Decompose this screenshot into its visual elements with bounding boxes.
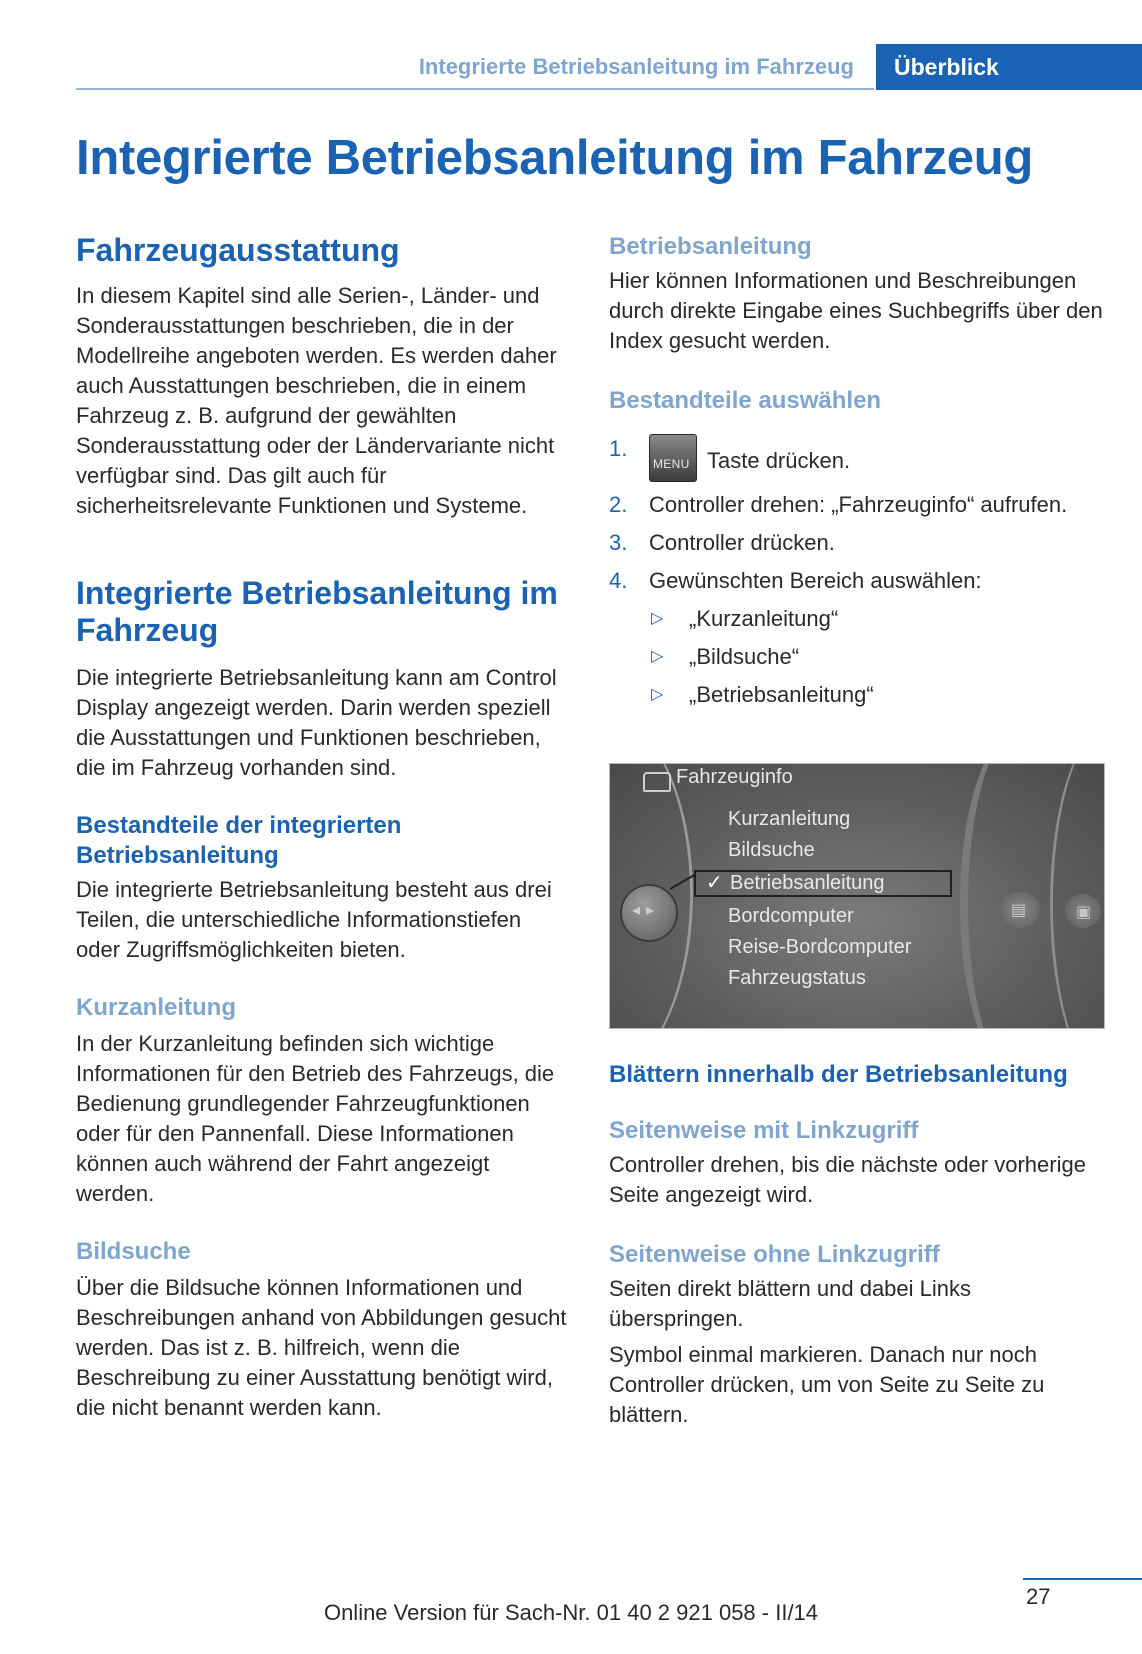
section-text-integrierte: Die integrierte Betriebsanleitung kann am Control Display angezeigt werden. Darin werden speziell die Ausstattungen und Funktionen beschrieben, die im Fahrzeug vorhanden sind. xyxy=(76,665,557,780)
menu-button-label: MENU xyxy=(653,457,690,471)
header-rule xyxy=(76,88,874,90)
page-number: 27 xyxy=(1026,1584,1051,1609)
sub-option-text: „Betriebsanleitung“ xyxy=(689,682,874,707)
section-text-betriebsanleitung: Hier können Informationen und Beschreibungen durch direkte Eingabe eines Suchbegriffs über den Index gesucht werden. xyxy=(609,268,1103,353)
section-heading-bestandteile-auswaehlen: Bestandteile auswählen xyxy=(609,387,882,414)
sub-option-text: „Kurzanleitung“ xyxy=(689,606,839,631)
section-heading-betriebsanleitung: Betriebsanleitung xyxy=(609,233,812,260)
car-icon xyxy=(643,772,671,792)
section-text-mit-linkzugriff: Controller drehen, bis die nächste oder vorherige Seite angezeigt wird. xyxy=(609,1152,1086,1207)
display-title: Fahrzeuginfo xyxy=(676,766,793,788)
footer-rule xyxy=(1023,1578,1142,1580)
section-heading-fahrzeugausstattung: Fahrzeugausstattung xyxy=(76,232,400,268)
page-title: Integrierte Betriebsanleitung im Fahrzeug xyxy=(76,131,1033,185)
step-text: Gewünschten Bereich auswählen: xyxy=(649,568,982,593)
display-menu-item-selected[interactable] xyxy=(694,870,952,897)
header-tab[interactable] xyxy=(876,44,1142,90)
step-item xyxy=(609,566,1105,596)
step-number: 2. xyxy=(609,492,628,517)
triangle-bullet-icon: ▷ xyxy=(651,648,664,665)
display-menu-item[interactable]: Fahrzeugstatus xyxy=(728,967,866,989)
section-text-ohne-linkzugriff-2: Symbol einmal markieren. Danach nur noch Controller drücken, um von Seite zu Seite zu blättern. xyxy=(609,1342,1045,1427)
triangle-bullet-icon: ▷ xyxy=(651,686,664,703)
sub-options-list xyxy=(609,604,1105,710)
section-heading-ohne-linkzugriff: Seitenweise ohne Linkzugriff xyxy=(609,1241,940,1268)
header-tab-label: Überblick xyxy=(894,54,999,80)
display-menu-item[interactable]: Bordcomputer xyxy=(728,905,854,927)
section-text-kurzanleitung: In der Kurzanleitung befinden sich wichtige Informationen für den Betrieb des Fahrzeugs, die Bedienung grundlegender Fahrzeugfunktionen oder für den Pannenfall. Diese Informationen können auch während der Fahrt angezeigt werden. xyxy=(76,1031,555,1206)
control-display-screenshot xyxy=(609,763,1105,1029)
step-item xyxy=(609,434,1105,482)
section-heading-mit-linkzugriff: Seitenweise mit Linkzugriff xyxy=(609,1117,919,1144)
step-number: 4. xyxy=(609,568,628,593)
right-column-lower xyxy=(609,1060,1105,1430)
settings-icon: ▤ xyxy=(1000,892,1040,928)
check-icon: ✓ xyxy=(706,872,723,894)
display-menu-list xyxy=(706,804,952,994)
sub-option-item xyxy=(609,604,1105,634)
display-menu-item[interactable]: Kurzanleitung xyxy=(728,808,851,830)
step-item xyxy=(609,490,1105,520)
step-number: 1. xyxy=(609,436,628,461)
header-chapter-title: Integrierte Betriebsanleitung im Fahrzeug xyxy=(418,54,854,79)
section-text-fahrzeugausstattung: In diesem Kapitel sind alle Serien-, Länder- und Sonderausstattungen beschrieben, die in der Modellreihe angeboten werden. Es werden daher auch Ausstattungen beschrieben, die in einem Fahrzeug z. B. aufgrund der gewählten Sonderausstattung oder der Ländervariante nicht verfügbar sind. Das gilt auch für sicherheitsrelevante Funktionen und Systeme. xyxy=(76,283,557,518)
section-heading-integrierte: Integrierte Betriebsanleitung im Fahrzeug xyxy=(76,575,558,648)
display-menu-item[interactable]: Bildsuche xyxy=(728,839,815,861)
section-heading-kurzanleitung: Kurzanleitung xyxy=(76,994,236,1021)
menu-button-icon xyxy=(649,434,697,482)
triangle-bullet-icon: ▷ xyxy=(651,610,664,627)
sub-option-item xyxy=(609,680,1105,710)
step-number: 3. xyxy=(609,530,628,555)
step-item xyxy=(609,528,1105,558)
right-column xyxy=(609,232,1105,718)
section-heading-bestandteile: Bestandteile der integrierten Betriebsanleitung xyxy=(76,812,402,869)
controller-knob-icon xyxy=(620,884,678,942)
step-text: Controller drücken. xyxy=(649,530,835,555)
step-text: Controller drehen: „Fahrzeuginfo“ aufrufen. xyxy=(649,492,1068,517)
section-heading-blaettern: Blättern innerhalb der Betriebsanleitung xyxy=(609,1061,1068,1088)
section-text-ohne-linkzugriff: Seiten direkt blättern und dabei Links überspringen. xyxy=(609,1276,972,1331)
display-menu-item-label: Betriebsanleitung xyxy=(730,872,885,894)
section-heading-bildsuche: Bildsuche xyxy=(76,1238,191,1265)
section-text-bildsuche: Über die Bildsuche können Informationen und Beschreibungen anhand von Abbildungen gesucht werden. Das ist z. B. hilfreich, wenn die Beschreibung zu einer Ausstattung benötigt wird, die nicht benannt werden kann. xyxy=(76,1275,567,1420)
step-text: Taste drücken. xyxy=(707,448,851,473)
sub-option-text: „Bildsuche“ xyxy=(689,644,800,669)
sub-option-item xyxy=(609,642,1105,672)
options-icon: ▣ xyxy=(1065,894,1101,928)
section-text-bestandteile: Die integrierte Betriebsanleitung besteht aus drei Teilen, die unterschiedliche Informationstiefen oder Zugriffsmöglichkeiten bieten. xyxy=(76,877,552,962)
steps-list xyxy=(609,434,1105,596)
footer-note: Online Version für Sach-Nr. 01 40 2 921 058 - II/14 xyxy=(323,1600,819,1625)
display-menu-item[interactable]: Reise-Bordcomputer xyxy=(728,936,912,958)
knob-arrows: ◂▸ xyxy=(632,902,661,919)
left-column xyxy=(76,232,570,1423)
